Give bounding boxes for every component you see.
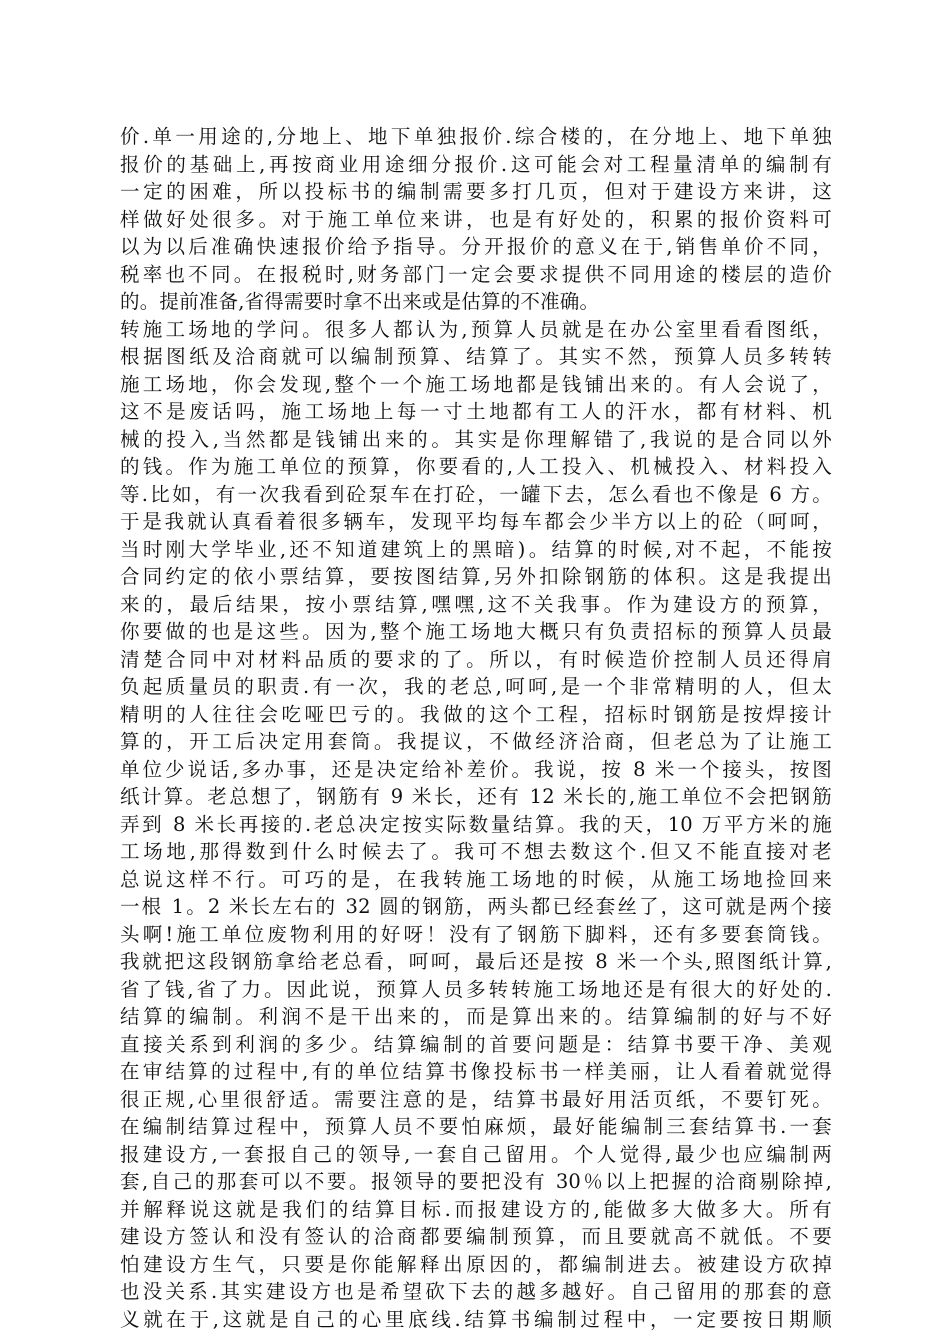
- text-line-38: 报建设方,一套报自己的领导,一套自己留用。个人觉得,最少也应编制两: [120, 1142, 832, 1166]
- text-line-37: 在编制结算过程中，预算人员不要怕麻烦，最好能编制三套结算书.一套: [120, 1115, 832, 1138]
- text-line-11: 这不是废话吗，施工场地上每一寸土地都有工人的汗水，都有材料、机: [120, 400, 832, 423]
- text-line-42: 怕建设方生气，只要是你能解释出原因的，都编制进去。被建设方砍掉: [120, 1252, 832, 1276]
- text-line-32: 省了钱,省了力。因此说，预算人员多转转施工场地还是有很大的好处的.: [120, 977, 832, 1001]
- text-line-24: 单位少说话,多办事，还是决定给补差价。我说，按 8 米一个接头，按图: [120, 757, 832, 781]
- text-line-18: 来的，最后结果，按小票结算,嘿嘿,这不关我事。作为建设方的预算，: [120, 592, 832, 616]
- text-line-43: 也没关系.其实建设方也是希望砍下去的越多越好。自己留用的那套的意: [120, 1280, 832, 1303]
- text-line-25: 纸计算。老总想了，钢筋有 9 米长，还有 12 米长的,施工单位不会把钢筋: [120, 785, 832, 808]
- text-line-4: 样做好处很多。对于施工单位来讲，也是有好处的，积累的报价资料可: [120, 207, 832, 231]
- text-line-41: 建设方签认和没有签认的洽商都要编制预算，而且要就高不就低。不要: [120, 1225, 832, 1248]
- text-line-14: 等.比如，有一次我看到砼泵车在打砼，一罐下去，怎么看也不像是 6 方。: [120, 482, 832, 506]
- text-line-44: 义就在于,这就是自己的心里底线.结算书编制过程中，一定要按日期顺: [120, 1307, 832, 1331]
- text-line-13: 的钱。作为施工单位的预算，你要看的,人工投入、机械投入、材料投入: [120, 455, 832, 478]
- text-line-15: 于是我就认真看着很多辆车，发现平均每车都会少半方以上的砼（呵呵，: [120, 510, 832, 533]
- text-line-27: 工场地,那得数到什么时候去了。我可不想去数这个.但又不能直接对老: [120, 840, 832, 863]
- text-line-40: 并解释说这就是我们的结算目标.而报建设方的,能做多大做多大。所有: [120, 1197, 832, 1221]
- text-line-10: 施工场地，你会发现,整个一个施工场地都是钱铺出来的。有人会说了，: [120, 372, 832, 396]
- text-line-12: 械的投入,当然都是钱铺出来的。其实是你理解错了,我说的是合同以外: [120, 427, 832, 451]
- text-line-23: 算的，开工后决定用套筒。我提议，不做经济洽商，但老总为了让施工: [120, 730, 832, 753]
- text-line-20: 清楚合同中对材料品质的要求的了。所以，有时候造价控制人员还得肩: [120, 647, 832, 671]
- text-line-9: 根据图纸及洽商就可以编制预算、结算了。其实不然，预算人员多转转: [120, 345, 832, 368]
- text-line-16: 当时刚大学毕业,还不知道建筑上的黑暗)。结算的时候,对不起，不能按: [120, 537, 832, 561]
- text-line-19: 你要做的也是这些。因为,整个施工场地大概只有负责招标的预算人员最: [120, 620, 832, 643]
- text-line-36: 很正规,心里很舒适。需要注意的是，结算书最好用活页纸，不要钉死。: [120, 1087, 832, 1111]
- text-line-33: 结算的编制。利润不是干出来的，而是算出来的。结算编制的好与不好: [120, 1005, 832, 1028]
- text-line-29: 一根 1。2 米长左右的 32 圆的钢筋，两头都已经套丝了，这可就是两个接: [120, 895, 832, 918]
- text-line-35: 在审结算的过程中,有的单位结算书像投标书一样美丽，让人看着就觉得: [120, 1060, 832, 1083]
- text-line-30: 头啊!施工单位废物利用的好呀！没有了钢筋下脚料，还有多要套筒钱。: [120, 922, 832, 946]
- text-line-22: 精明的人往往会吃哑巴亏的。我做的这个工程，招标时钢筋是按焊接计: [120, 702, 832, 726]
- text-line-34: 直接关系到利润的多少。结算编制的首要问题是：结算书要干净、美观: [120, 1032, 832, 1056]
- text-line-26: 弄到 8 米长再接的.老总决定按实际数量结算。我的天，10 万平方米的施: [120, 812, 832, 836]
- text-line-1: 价.单一用途的,分地上、地下单独报价.综合楼的，在分地上、地下单独: [120, 125, 832, 148]
- text-line-8: 转施工场地的学问。很多人都认为,预算人员就是在办公室里看看图纸，: [120, 317, 832, 341]
- text-line-31: 我就把这段钢筋拿给老总看，呵呵，最后还是按 8 米一个头,照图纸计算,: [120, 950, 832, 973]
- text-line-3: 一定的困难，所以投标书的编制需要多打几页，但对于建设方来讲，这: [120, 180, 832, 203]
- text-line-7: 的。提前准备,省得需要时拿不出来或是估算的不准确。: [120, 290, 600, 313]
- text-line-2: 报价的基础上,再按商业用途细分报价.这可能会对工程量清单的编制有: [120, 152, 832, 176]
- text-line-28: 总说这样不行。可巧的是，在我转施工场地的时候，从施工场地捡回来: [120, 867, 832, 891]
- text-line-39: 套,自己的那套可以不要。报领导的要把没有 30％以上把握的洽商剔除掉,: [120, 1170, 832, 1193]
- text-line-5: 以为以后准确快速报价给予指导。分开报价的意义在于,销售单价不同，: [120, 235, 832, 258]
- text-line-6: 税率也不同。在报税时,财务部门一定会要求提供不同用途的楼层的造价: [120, 262, 832, 286]
- text-line-17: 合同约定的依小票结算，要按图结算,另外扣除钢筋的体积。这是我提出: [120, 565, 832, 588]
- body-text: [120, 123, 832, 1333]
- text-line-21: 负起质量员的职责.有一次，我的老总,呵呵,是一个非常精明的人，但太: [120, 675, 832, 698]
